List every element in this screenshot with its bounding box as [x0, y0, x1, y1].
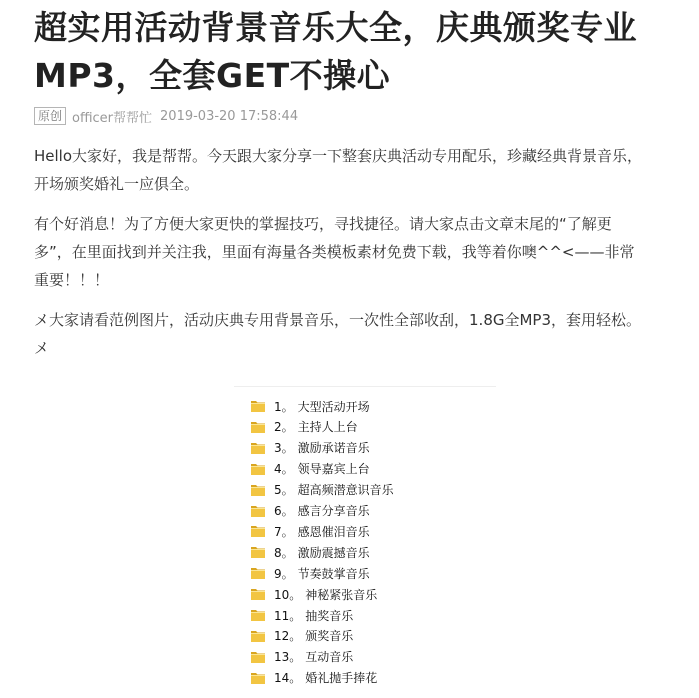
- article-meta: [34, 106, 684, 126]
- title-line-2: MP3，全套GET不操心: [34, 56, 391, 95]
- folder-icon: [250, 483, 266, 497]
- folder-name: 颁奖音乐: [305, 629, 354, 644]
- folder-name: 激励震撼音乐: [297, 545, 370, 560]
- folder-number: 8。: [274, 545, 294, 560]
- folder-item: [250, 501, 370, 521]
- folder-item: [250, 647, 353, 667]
- folder-icon: [250, 650, 266, 664]
- folder-item: [250, 417, 358, 437]
- paragraph-line: Hello大家好，我是帮帮。今天跟大家分享一下整套庆典活动专用配乐，珍藏经典背景音乐，: [34, 147, 643, 165]
- folder-icon: [250, 545, 266, 559]
- paragraph-example: [34, 306, 684, 362]
- folder-item: [250, 584, 377, 604]
- folder-icon: [250, 504, 266, 518]
- folder-name: 节奏鼓掌音乐: [297, 566, 370, 581]
- paragraph-notice: [34, 210, 684, 294]
- folder-number: 1。: [274, 399, 294, 414]
- paragraph-line: 有个好消息！为了方便大家更快的掌握技巧，寻找捷径。请大家点击文章末尾的“了解更: [34, 215, 612, 233]
- folder-name: 互动音乐: [305, 650, 354, 665]
- folder-name: 超高频潜意识音乐: [297, 483, 394, 498]
- author-link[interactable]: officer帮帮忙: [72, 110, 153, 126]
- folder-icon: [250, 566, 266, 580]
- folder-number: 5。: [274, 483, 294, 498]
- folder-item: [250, 605, 353, 625]
- folder-number: 12。: [274, 629, 302, 644]
- paragraph-line: 开场颁奖婚礼一应俱全。: [34, 175, 200, 193]
- folder-item: [250, 668, 377, 688]
- folder-item: [250, 521, 370, 541]
- folder-item: [250, 480, 394, 500]
- folder-item: [250, 542, 370, 562]
- paragraph-line: メ: [34, 339, 50, 357]
- folder-number: 9。: [274, 566, 294, 581]
- folder-icon: [250, 671, 266, 685]
- publish-datetime: 2019-03-20 17:58:44: [160, 108, 299, 124]
- folder-name: 感恩催泪音乐: [297, 524, 370, 539]
- folder-item: [250, 438, 370, 458]
- paragraph-line: メ大家请看范例图片，活动庆典专用背景音乐，一次性全部收刮，1.8G全MP3，套用轻松。: [34, 311, 642, 329]
- folder-icon: [250, 462, 266, 476]
- folder-name: 感言分享音乐: [297, 504, 370, 518]
- folder-name: 神秘紧张音乐: [305, 587, 378, 602]
- original-badge: 原创: [34, 107, 66, 125]
- folder-icon: [250, 524, 266, 538]
- paragraph-line: 重要！！！: [34, 271, 110, 289]
- folder-number: 10。: [274, 587, 302, 602]
- article-title: [34, 0, 684, 100]
- folder-icon: [250, 441, 266, 455]
- folder-name: 大型活动开场: [297, 399, 370, 414]
- folder-name: 激励承诺音乐: [297, 441, 370, 456]
- folder-name: 主持人上台: [297, 420, 358, 435]
- folder-icon: [250, 629, 266, 643]
- folder-icon: [250, 420, 266, 434]
- folder-icon: [250, 399, 266, 413]
- paragraph-intro: [34, 142, 684, 198]
- folder-item: [250, 563, 370, 583]
- folder-number: 2。: [274, 420, 294, 435]
- folder-number: 3。: [274, 441, 294, 456]
- folder-number: 4。: [274, 462, 294, 477]
- folder-item: [250, 459, 370, 479]
- folder-number: 6。: [274, 504, 294, 518]
- folder-number: 11。: [274, 608, 302, 623]
- folder-icon: [250, 587, 266, 601]
- folder-list-image: [234, 386, 496, 698]
- folder-name: 抽奖音乐: [305, 608, 354, 623]
- folder-name: 领导嘉宾上台: [297, 462, 370, 477]
- folder-number: 13。: [274, 650, 302, 665]
- paragraph-line: 多”，在里面找到并关注我，里面有海量各类模板素材免费下载，我等着你噢^^<——非常: [34, 243, 635, 261]
- folder-item: [250, 626, 353, 646]
- folder-number: 14。: [274, 671, 302, 686]
- folder-number: 7。: [274, 524, 294, 539]
- folder-name: 婚礼抛手捧花: [305, 671, 378, 686]
- folder-icon: [250, 608, 266, 622]
- title-line-1: 超实用活动背景音乐大全，庆典颁奖专业: [34, 8, 637, 47]
- article: [34, 0, 684, 362]
- folder-item: [250, 396, 370, 416]
